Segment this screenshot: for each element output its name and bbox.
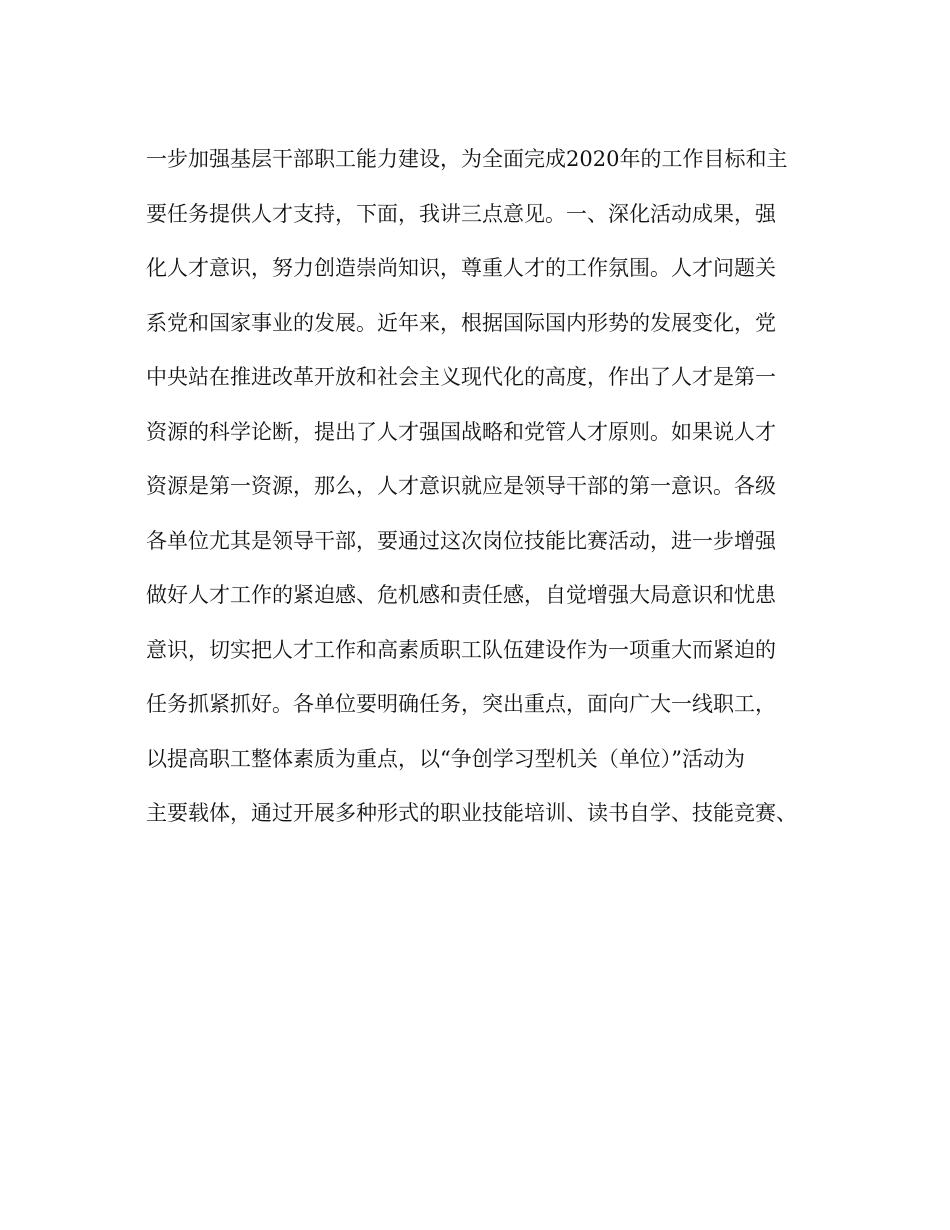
text-line-9: 做好人才工作的紧迫感、危机感和责任感，自觉增强大局意识和忧患 [146, 583, 776, 607]
text-line-6: 资源的科学论断，提出了人才强国战略和党管人才原则。如果说人才 [146, 419, 776, 444]
text-line-4: 系党和国家事业的发展。近年来，根据国际国内形势的发展变化，党 [146, 310, 776, 335]
text-line-8: 各单位尤其是领导干部，要通过这次岗位技能比赛活动，进一步增强 [146, 528, 776, 553]
text-line-11: 任务抓紧抓好。各单位要明确任务，突出重点，面向广大一线职工， [146, 692, 776, 716]
text-line-7: 资源是第一资源，那么，人才意识就应是领导干部的第一意识。各级 [146, 474, 776, 498]
text-line-13: 主要载体，通过开展多种形式的职业技能培训、读书自学、技能竞赛、 [146, 801, 797, 825]
text-line-10: 意识，切实把人才工作和高素质职工队伍建设作为一项重大而紧迫的 [146, 637, 776, 662]
text-line-5: 中央站在推进改革开放和社会主义现代化的高度，作出了人才是第一 [146, 365, 776, 389]
text-line-3: 化人才意识，努力创造崇尚知识，尊重人才的工作氛围。人才问题关 [146, 256, 776, 280]
body-text [146, 132, 826, 841]
text-line-1: 一步加强基层干部职工能力建设，为全面完成2020年的工作目标和主 [146, 147, 788, 171]
text-line-12: 以提高职工整体素质为重点，以“争创学习型机关（单位）”活动为 [146, 746, 745, 771]
text-line-2: 要任务提供人才支持，下面，我讲三点意见。一、深化活动成果，强 [146, 201, 776, 226]
